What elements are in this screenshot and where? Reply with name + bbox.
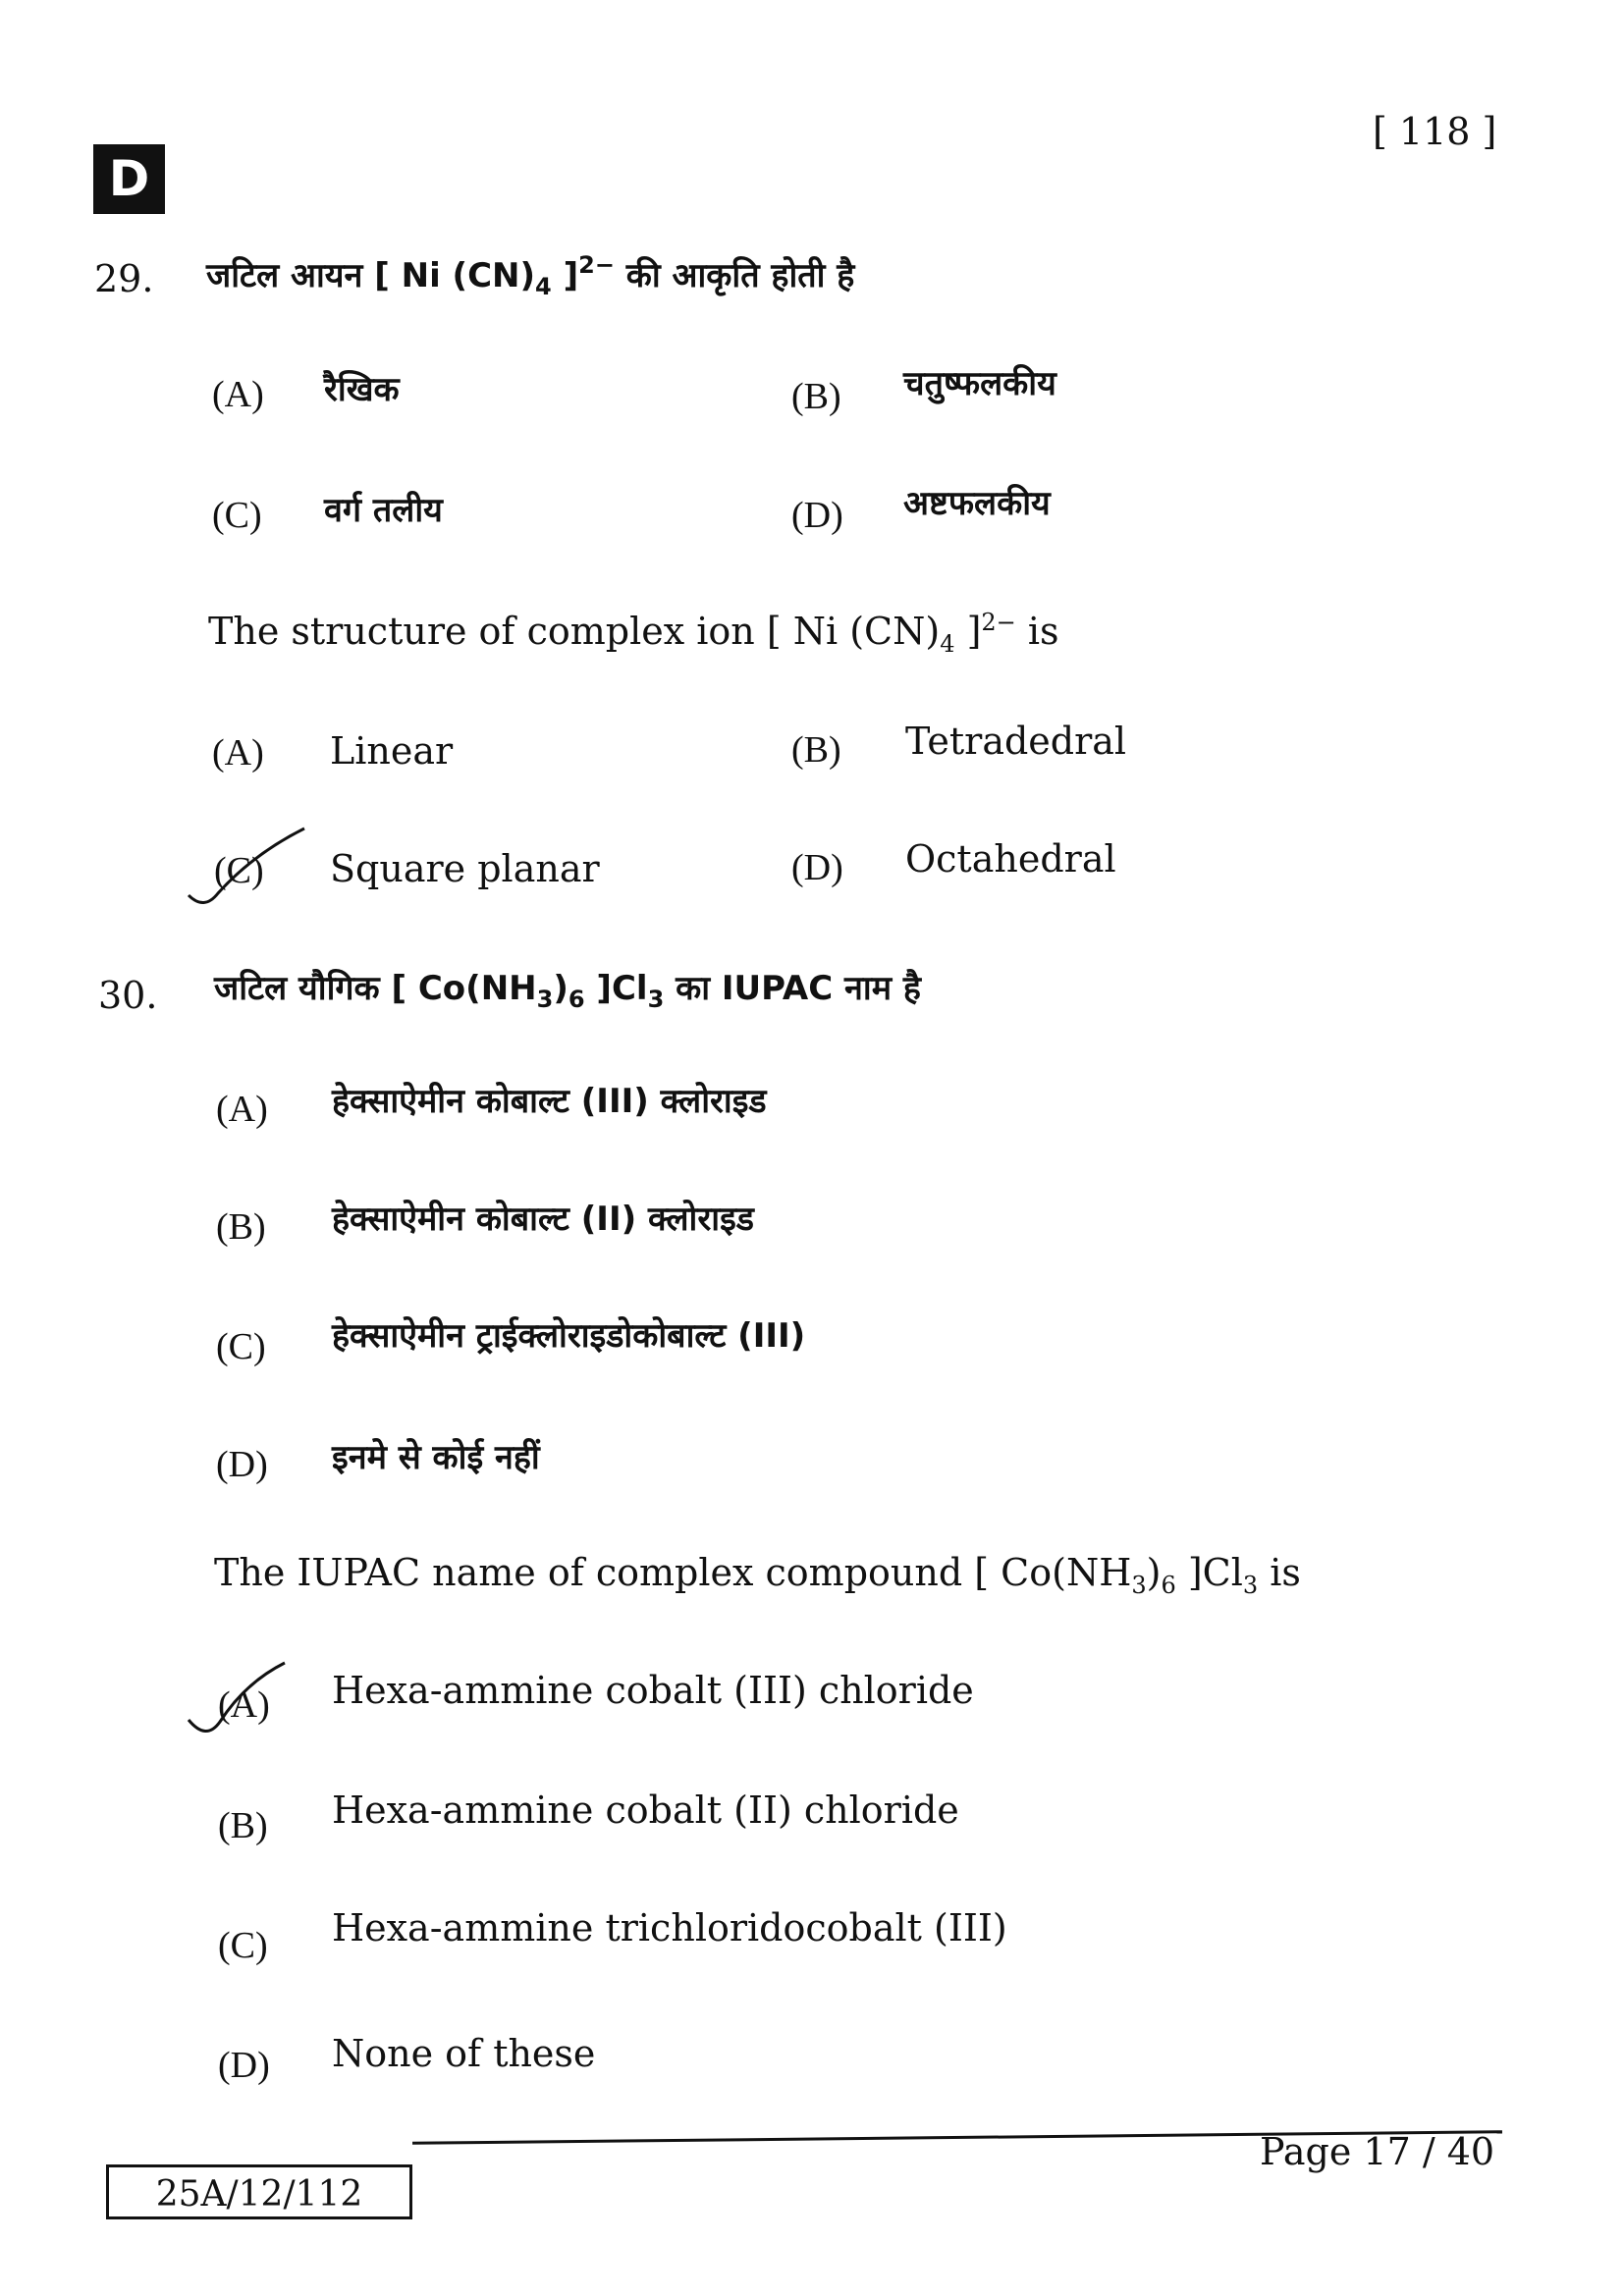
option-label: (B)	[218, 1805, 268, 1846]
option-label: (C)	[212, 495, 262, 536]
option-label: (A)	[216, 1089, 268, 1130]
option-text: अष्टफलकीय	[903, 484, 1051, 523]
option-text: चतुष्फलकीय	[903, 364, 1056, 403]
question-number: 29.	[94, 257, 154, 300]
option-text: हेक्साऐमीन कोबाल्ट (II) क्लोराइड	[332, 1200, 754, 1239]
option-label: (D)	[791, 847, 843, 888]
option-label: (C)	[218, 1925, 268, 1966]
series-badge: D	[93, 144, 165, 214]
page-reference: [ 118 ]	[1373, 110, 1497, 153]
question-29-hindi: जटिल आयन [ Ni $(CN)_4$ ]$^{2-}$ की आकृति होती है	[206, 251, 855, 300]
question-29-english: The structure of complex ion [ Ni $(CN)_4$ ]$^{2-}$ is	[208, 609, 1059, 658]
option-label: (D)	[216, 1444, 268, 1485]
option-label: (C)	[214, 850, 264, 891]
option-label: (A)	[212, 732, 264, 774]
option-text: इनमे से कोई नहीं	[332, 1438, 540, 1477]
option-label: (B)	[216, 1206, 266, 1248]
option-text: Tetradedral	[905, 720, 1127, 763]
option-text: हेक्साऐमीन कोबाल्ट (III) क्लोराइड	[332, 1082, 767, 1121]
check-mark-icon	[185, 1659, 293, 1747]
option-text: Octahedral	[905, 837, 1116, 881]
page-number: Page 17 / 40	[1260, 2130, 1495, 2173]
option-label: (B)	[791, 729, 841, 771]
check-mark-icon	[185, 825, 312, 913]
option-text: Linear	[330, 729, 454, 773]
option-text: Hexa-ammine trichloridocobalt (III)	[332, 1906, 1007, 1949]
option-label: (D)	[218, 2045, 270, 2086]
option-label: (A)	[218, 1684, 270, 1726]
option-text: Hexa-ammine cobalt (III) chloride	[332, 1669, 974, 1712]
option-label: (A)	[212, 374, 264, 415]
option-text: हेक्साऐमीन ट्राईक्लोराइडोकोबाल्ट (III)	[332, 1316, 806, 1356]
question-30-hindi: जटिल यौगिक [ $Co(NH_3)_6$ ]$Cl_3$ का IUPAC नाम है	[214, 969, 921, 1013]
option-text: None of these	[332, 2032, 596, 2075]
option-label: (D)	[791, 495, 843, 536]
option-text: Hexa-ammine cobalt (II) chloride	[332, 1789, 959, 1832]
question-30-english: The IUPAC name of complex compound [ $Co(NH_3)_6$ ]$Cl_3$ is	[214, 1551, 1301, 1599]
option-label: (B)	[791, 376, 841, 417]
option-text: रैखिक	[324, 370, 400, 409]
option-text: वर्ग तलीय	[324, 491, 443, 530]
question-number: 30.	[98, 974, 158, 1017]
option-label: (C)	[216, 1326, 266, 1367]
paper-code: 25A/12/112	[106, 2164, 412, 2219]
option-text: Square planar	[330, 847, 600, 890]
